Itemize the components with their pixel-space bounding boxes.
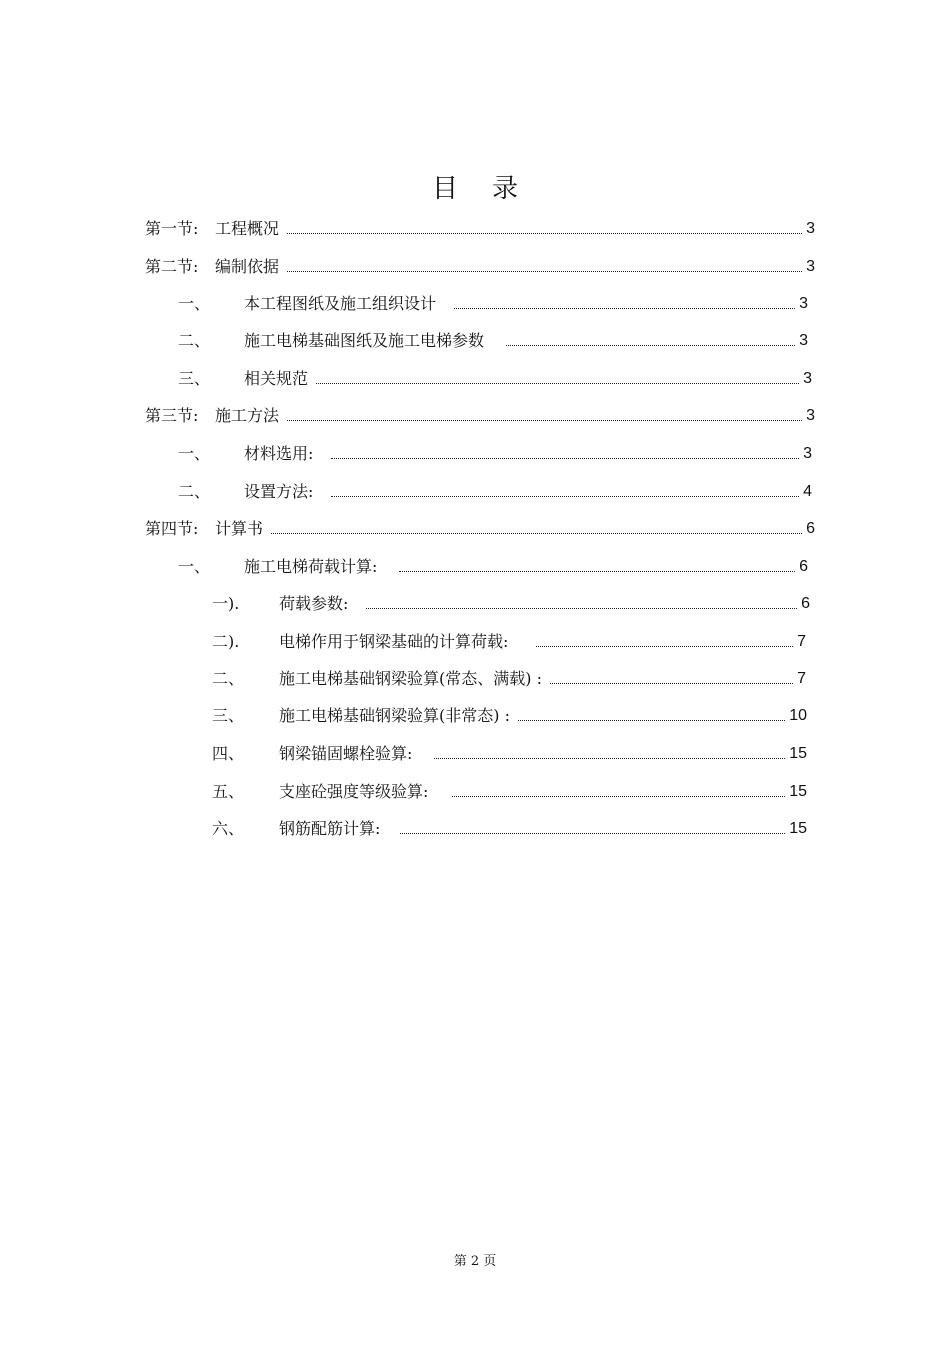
toc-entry-label: 支座砼强度等级验算: <box>279 782 429 801</box>
toc-leader-dots <box>287 419 802 421</box>
toc-entry[interactable] <box>178 553 808 577</box>
toc-entry-number: 二、 <box>178 331 211 350</box>
toc-entry[interactable] <box>145 215 815 239</box>
toc-entry-page: 3 <box>803 370 812 387</box>
toc-entry-number: 第四节: <box>145 519 199 538</box>
toc-entry-number: 第一节: <box>145 219 199 238</box>
toc-title <box>0 168 950 205</box>
toc-entry[interactable] <box>145 515 815 539</box>
toc-entry-label: 钢筋配筋计算: <box>279 819 381 838</box>
toc-entry-page: 7 <box>797 670 806 687</box>
toc-entry-number: 一、 <box>178 557 211 576</box>
toc-entry-page: 3 <box>799 332 808 349</box>
toc-entry-number: 三、 <box>178 369 211 388</box>
toc-entry[interactable] <box>212 702 807 726</box>
toc-entry-page: 10 <box>789 707 807 724</box>
toc-leader-dots <box>400 832 785 834</box>
toc-leader-dots <box>518 719 785 721</box>
toc-entry-label: 本工程图纸及施工组织设计 <box>244 294 437 313</box>
toc-entry-page: 3 <box>806 407 815 424</box>
toc-entry[interactable] <box>212 628 806 652</box>
toc-entry-number: 二、 <box>212 669 245 688</box>
toc-entry-page: 15 <box>789 745 807 762</box>
toc-leader-dots <box>271 532 802 534</box>
toc-entry-page: 4 <box>803 483 812 500</box>
toc-entry-number: 一). <box>212 594 240 613</box>
toc-entry-number: 六、 <box>212 819 245 838</box>
toc-entry-label: 施工电梯基础钢梁验算(常态、满载) : <box>279 669 542 688</box>
toc-entry-number: 一、 <box>178 444 211 463</box>
toc-entry-page: 6 <box>799 558 808 575</box>
toc-entry-label: 计算书 <box>215 519 264 538</box>
toc-entry[interactable] <box>212 665 806 689</box>
toc-entry-label: 施工电梯荷载计算: <box>244 557 378 576</box>
toc-entry-page: 6 <box>806 520 815 537</box>
toc-leader-dots <box>287 270 802 272</box>
toc-leader-dots <box>331 495 799 497</box>
toc-entry-number: 五、 <box>212 782 245 801</box>
toc-leader-dots <box>316 382 799 384</box>
toc-leader-dots <box>434 757 785 759</box>
toc-entry-number: 一、 <box>178 294 211 313</box>
toc-entry-label: 材料选用: <box>244 444 314 463</box>
toc-entry-label: 施工方法 <box>215 406 280 425</box>
toc-entry[interactable] <box>178 478 812 502</box>
toc-entry-label: 施工电梯基础钢梁验算(非常态) : <box>279 706 510 725</box>
toc-entry-page: 7 <box>797 633 806 650</box>
toc-entry[interactable] <box>178 327 808 351</box>
toc-entry-page: 3 <box>803 445 812 462</box>
toc-entry-label: 荷载参数: <box>279 594 349 613</box>
toc-entry[interactable] <box>178 290 808 314</box>
toc-leader-dots <box>331 457 799 459</box>
toc-entry[interactable] <box>178 440 812 464</box>
toc-entry-number: 三、 <box>212 706 245 725</box>
toc-entry-label: 设置方法: <box>244 482 314 501</box>
toc-entry-label: 电梯作用于钢梁基础的计算荷载: <box>279 632 509 651</box>
toc-entry[interactable] <box>145 402 815 426</box>
toc-entry-page: 15 <box>789 820 807 837</box>
toc-leader-dots <box>399 570 795 572</box>
toc-leader-dots <box>287 232 802 234</box>
toc-entry-label: 相关规范 <box>244 369 309 388</box>
toc-entry-page: 6 <box>801 595 810 612</box>
toc-entry-label: 钢梁锚固螺栓验算: <box>279 744 413 763</box>
toc-entry[interactable] <box>145 253 815 277</box>
toc-entry-label: 编制依据 <box>215 257 280 276</box>
toc-leader-dots <box>536 645 793 647</box>
toc-entry-number: 第二节: <box>145 257 199 276</box>
toc-entry[interactable] <box>212 740 807 764</box>
toc-entry-page: 3 <box>806 258 815 275</box>
toc-title-char-1: 目 <box>431 174 458 204</box>
toc-entry-page: 15 <box>789 783 807 800</box>
toc-entry-page: 3 <box>799 295 808 312</box>
toc-entry[interactable] <box>212 590 810 614</box>
toc-entry-number: 二、 <box>178 482 211 501</box>
page-footer: 第 2 页 <box>453 1254 497 1269</box>
toc-entry-page: 3 <box>806 220 815 237</box>
toc-leader-dots <box>506 344 795 346</box>
toc-leader-dots <box>452 795 785 797</box>
toc-entry-label: 工程概况 <box>215 219 280 238</box>
toc-entry-number: 四、 <box>212 744 245 763</box>
toc-entry-number: 二). <box>212 632 240 651</box>
toc-title-char-2: 录 <box>492 174 519 204</box>
toc-entry[interactable] <box>212 778 807 802</box>
toc-entry[interactable] <box>212 815 807 839</box>
toc-entry[interactable] <box>178 365 812 389</box>
toc-leader-dots <box>366 607 797 609</box>
toc-entry-label: 施工电梯基础图纸及施工电梯参数 <box>244 331 485 350</box>
toc-leader-dots <box>454 307 795 309</box>
toc-entry-number: 第三节: <box>145 406 199 425</box>
toc-leader-dots <box>550 682 793 684</box>
